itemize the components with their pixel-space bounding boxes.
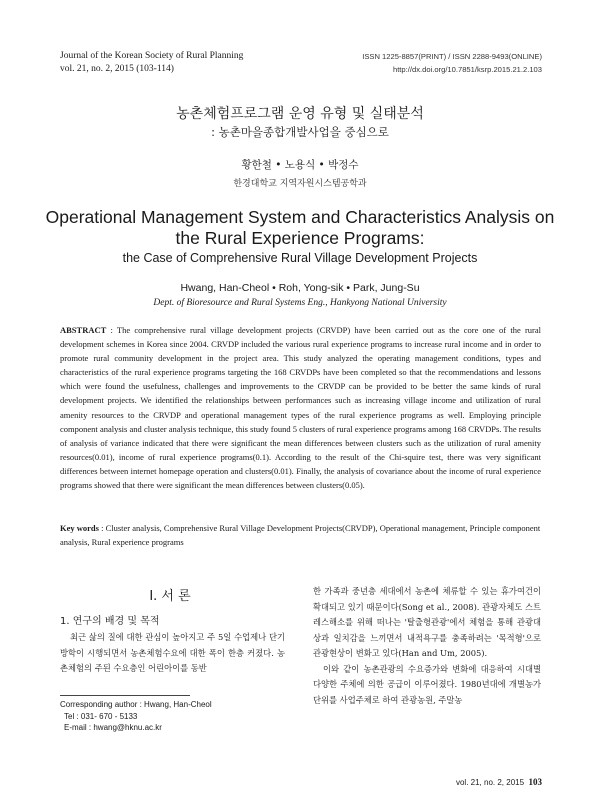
- korean-subtitle: : 농촌마을종합개발사업을 중심으로: [211, 125, 389, 139]
- issn: ISSN 1225-8857(PRINT) / ISSN 2288-9493(ONLINE): [362, 52, 542, 61]
- abstract-label: ABSTRACT: [60, 325, 107, 335]
- journal-name: Journal of the Korean Society of Rural Planning: [60, 51, 244, 61]
- english-subtitle: the Case of Comprehensive Rural Village Development Projects: [122, 251, 478, 265]
- english-affiliation: Dept. of Bioresource and Rural Systems Eng., Hankyong National University: [153, 298, 447, 308]
- korean-title: 농촌체험프로그램 운영 유형 및 실태분석: [176, 106, 424, 122]
- body-left-column: [60, 630, 285, 677]
- body-paragraph: 최근 삶의 질에 대한 관심이 높아지고 주 5일 수업제나 단기방학이 시행되면서 농촌체험수요에 대한 폭이 한층 커졌다. 농촌체험의 주된 수요층인 어린아이를 동반: [60, 632, 285, 673]
- page-footer: [456, 777, 542, 787]
- body-right-column: [313, 584, 541, 708]
- body-paragraph: 한 가족과 중년층 세대에서 농촌에 체류할 수 있는 휴가여건이 확대되고 있기 때문이다(Song et al., 2008). 관광자체도 스트레스해소를 위해 떠나는 '탈출형관광'에서 체험을 통해 관광대상과 일치감을 느끼면서 내적욕구를 충족하려는 '목적형'으로 관광현상이 변화고 있다(Han and Um, 2005).: [313, 586, 541, 658]
- page-number: 103: [528, 777, 542, 787]
- korean-authors: 황한철 • 노용식 • 박정수: [241, 159, 359, 171]
- footnote: [60, 699, 212, 734]
- footer-issue: vol. 21, no. 2, 2015: [455, 778, 525, 787]
- abstract-text: : The comprehensive rural village development projects (CRVDP) have been carried out as the core one of the rural development schemes in Korea since 2004. CRVDP included the various rural experience programs to increase rural income and in order to promote rural community development in the project area. This study analyzed the operating management conditions, types and characteristics of the rural experience programs targeting the 168 CRVDPs have been completed so that the recommendations and lessons which were found the usefulness, challenges and improvements to the CRVDP can be provided to be better the same kinds of rural development projects. We identified the relationships between performances such as increasing village income and utilization of rural amenity resources to the CRVDP and operational management types of the rural experience programs as well. Employing principle component analysis and cluster analysis technique, this study found 5 clusters of rural experience programs among 168 CRVDPs. The results of analysis of variance indicated that there were significant the mean differences between clusters such as the utilization of rural amenity resources(0.01), income of rural experience programs(0.1). According to the result of the Chi-squire test, there was very significant differences between internet homepage operation and clusters(0.01). Finally, the analysis of covariance about the income of rural experience programs showed that there were significant the mean differences between clusters(0.05).: [60, 325, 541, 491]
- abstract: [60, 323, 541, 492]
- author-email[interactable]: E-mail : hwang@hknu.ac.kr: [64, 723, 162, 732]
- keywords-label: Key words: [60, 523, 99, 533]
- journal-volume: vol. 21, no. 2, 2015 (103-114): [60, 64, 174, 74]
- doi-link[interactable]: http://dx.doi.org/10.7851/ksrp.2015.21.2.103: [392, 65, 542, 74]
- journal-header: [60, 50, 243, 76]
- keywords-text: : Cluster analysis, Comprehensive Rural Village Development Projects(CRVDP), Operational management, Principle component analysis, Rural experience programs: [60, 523, 541, 548]
- issn-header: [362, 50, 542, 76]
- section-title: I. 서 론: [149, 589, 191, 604]
- english-authors: Hwang, Han-Cheol • Roh, Yong-sik • Park, Jung-Su: [180, 282, 420, 294]
- keywords: [60, 521, 541, 549]
- subsection-title: 1. 연구의 배경 및 목적: [60, 616, 160, 627]
- body-paragraph: 이와 같이 농촌관광의 수요증가와 변화에 대응하여 시대별 다양한 주체에 의한 공급이 이루어졌다. 1980년대에 개별농가단위를 사업주체로 하여 관광농원, 주말농: [313, 663, 541, 705]
- author-phone: Tel : 031- 670 - 5133: [64, 711, 138, 721]
- korean-affiliation: 한경대학교 지역자원시스템공학과: [233, 179, 367, 189]
- corresponding-author: Corresponding author : Hwang, Han-Cheol: [60, 700, 212, 709]
- footnote-divider: [60, 695, 190, 696]
- english-title: Operational Management System and Characteristics Analysis on the Rural Experience Programs:: [45, 207, 555, 248]
